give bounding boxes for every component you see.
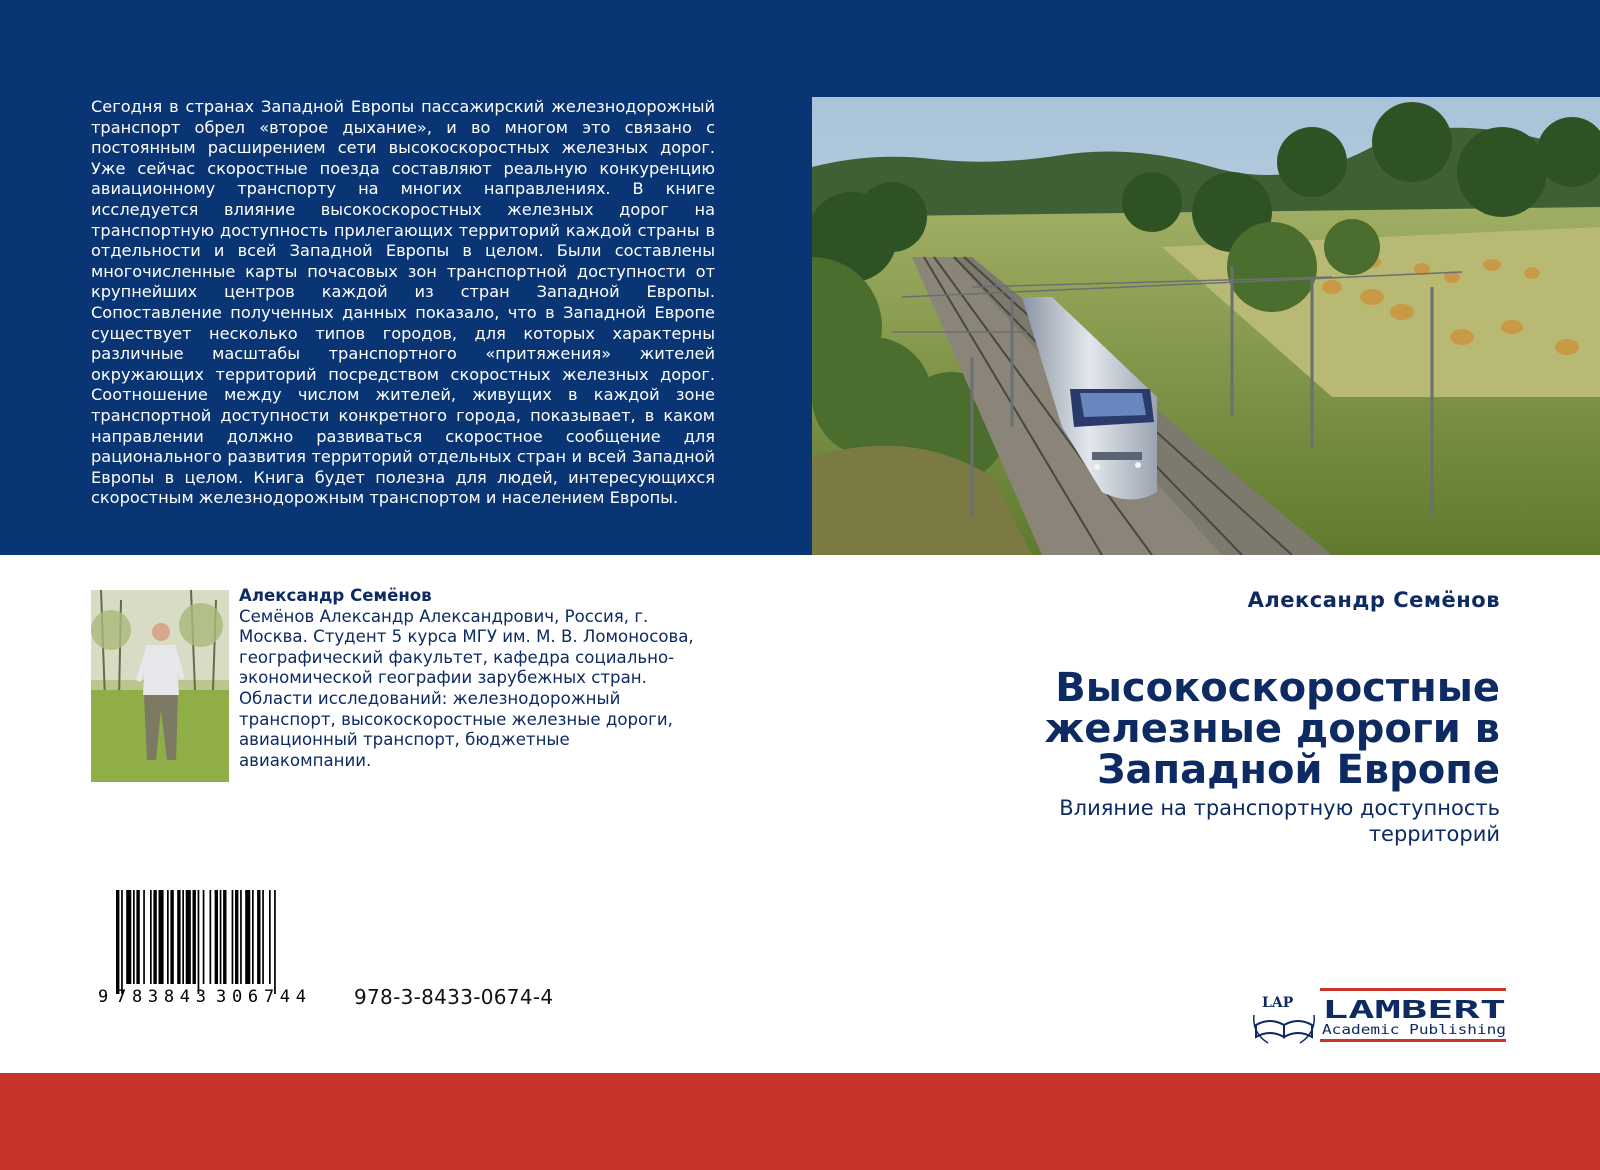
book-icon bbox=[1254, 1015, 1314, 1043]
publisher-name: LAMBERT bbox=[1322, 995, 1506, 1024]
barcode-digit-lead: 9 bbox=[98, 987, 109, 1007]
isbn-number: 978-3-8433-0674-4 bbox=[354, 985, 554, 1009]
front-cover-author: Александр Семёнов bbox=[1247, 588, 1500, 612]
author-bio bbox=[239, 586, 699, 771]
book-subtitle: Влияние на транспортную доступность территорий bbox=[1059, 796, 1500, 846]
bio-author-name: Александр Семёнов bbox=[239, 586, 432, 605]
author-photo bbox=[91, 590, 229, 782]
barcode-digits-right: 306744 bbox=[216, 987, 306, 1007]
publisher-subname: Academic Publishing bbox=[1322, 1023, 1506, 1038]
publisher-logo bbox=[1248, 985, 1508, 1045]
publisher-mark: LAP bbox=[1262, 995, 1294, 1011]
book-title: Высокоскоростные железные дороги в Западной Европе bbox=[1044, 665, 1500, 793]
cover-photo-train bbox=[812, 97, 1600, 555]
barcode-digits-left: 783843 bbox=[116, 987, 206, 1007]
bottom-red-band bbox=[0, 1073, 1600, 1170]
back-cover-blurb: Сегодня в странах Западной Европы пассажирский железнодорожный транспорт обрел «второе дыхание», и во многом это связано с постоянным расширением сети высокоскоростных железных дорог. Уже сейчас скоростные поезда составляют реальную конкуренцию авиационному транспорту на многих направлениях. В книге исследуется влияние высокоскоростных железных дорог на транспортную доступность прилегающих территорий каждой страны в отдельности и всей Западной Европы в целом. Были составлены многочисленные карты почасовых зон транспортной доступности от крупнейших центров каждой из стран Западной Европы. Сопоставление полученных данных показало, что в Западной Европе существует несколько типов городов, для которых характерны различные масштабы транспортного «притяжения» жителей окружающих территорий посредством скоростных железных дорог. Соотношение между числом жителей, живущих в каждой зоне транспортной доступности конкретного города, показывает, в каком направлении должно развиваться скоростное сообщение для рационального развития территорий отдельных стран и всей Западной Европы в целом. Книга будет полезна для людей, интересующихся скоростным железнодорожным транспортом и населением Европы. bbox=[91, 97, 715, 508]
isbn-barcode bbox=[98, 890, 328, 1010]
bio-text: Семёнов Александр Александрович, Россия, г. Москва. Студент 5 курса МГУ им. М. В. Ломоносова, географический факультет, кафедра социально-экономической географии зарубежных стран. Области исследований: железнодорожный транспорт, высокоскоростные железные дороги, авиационный транспорт, бюджетные авиакомпании. bbox=[239, 606, 694, 770]
